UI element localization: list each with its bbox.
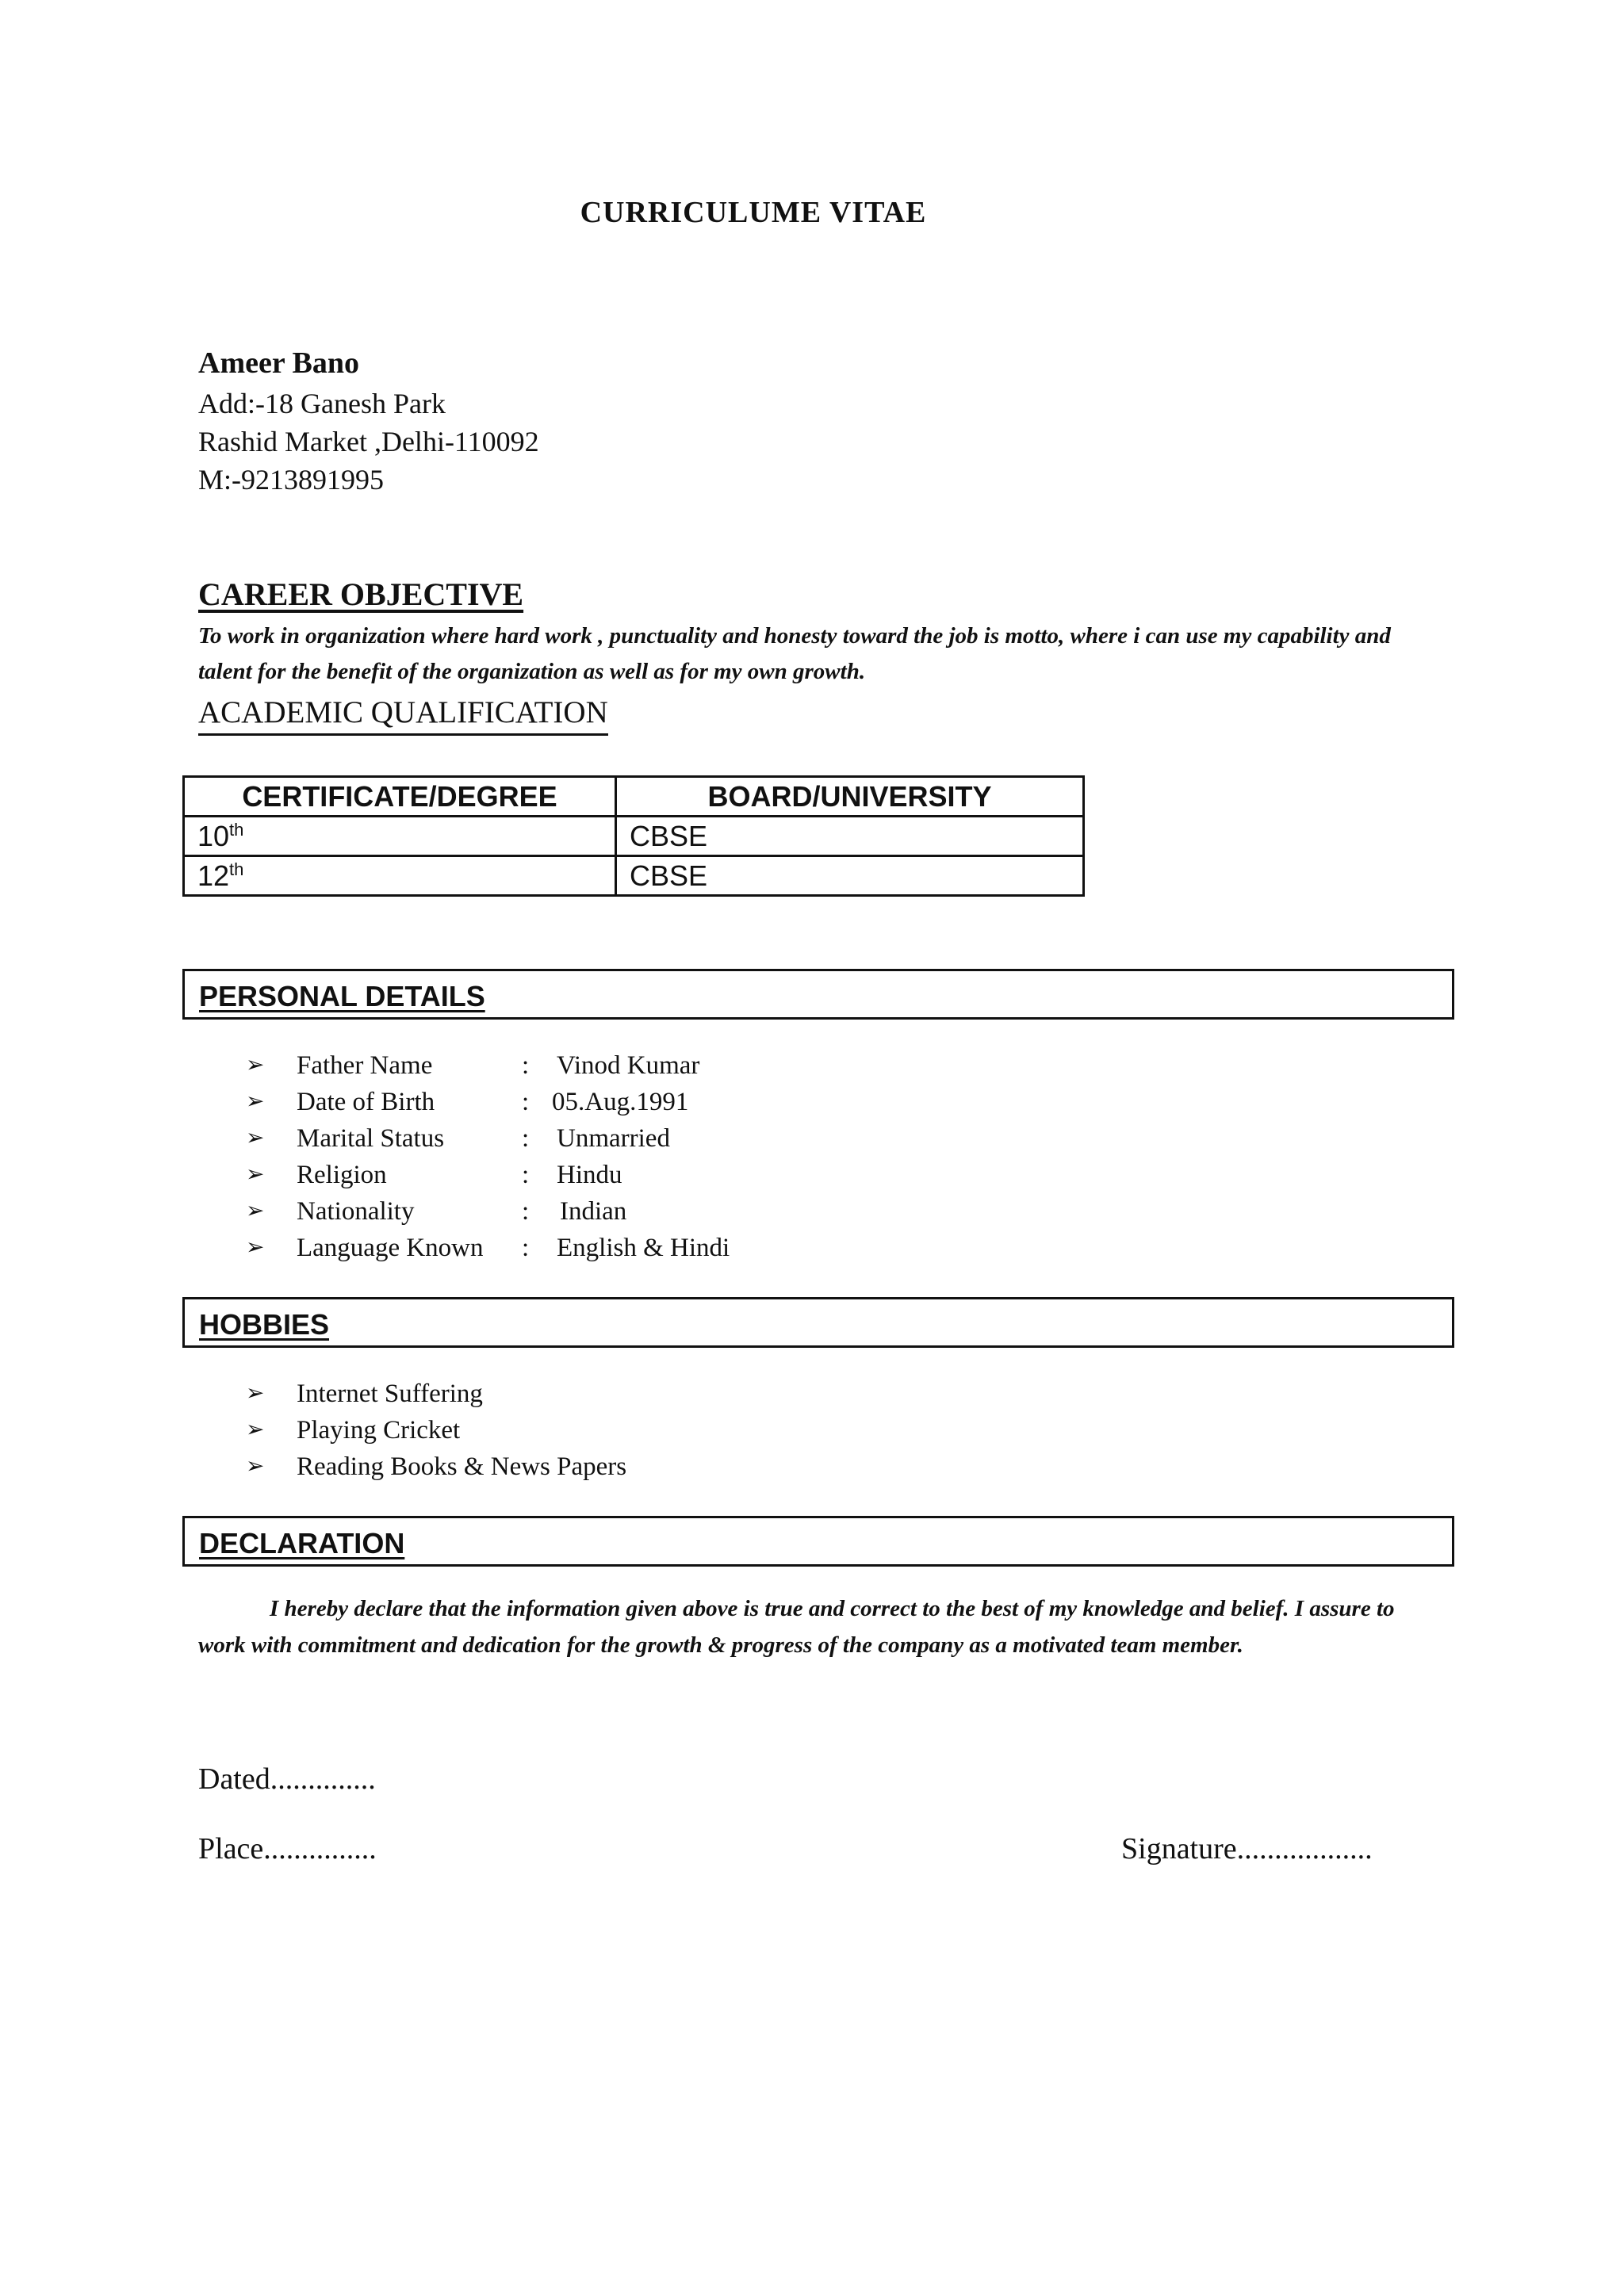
arrow-bullet-icon: ➢: [246, 1234, 265, 1260]
degree-cell: 10th: [184, 817, 616, 856]
detail-value: 05.Aug.1991: [552, 1088, 689, 1116]
career-objective-text: To work in organization where hard work , punctuality and honesty toward the job is motto, where i can use my capability and talent for the benefit of the organization as well as for my own growth.: [198, 623, 1391, 684]
table-row: [184, 856, 1084, 896]
arrow-bullet-icon: ➢: [246, 1161, 265, 1187]
personal-details-heading: PERSONAL DETAILS: [199, 980, 485, 1012]
detail-value: Indian: [560, 1197, 627, 1226]
board-cell: CBSE: [616, 856, 1084, 896]
hobbies-heading-box: [182, 1297, 1454, 1348]
detail-label: Religion: [297, 1161, 387, 1189]
separator: :: [522, 1161, 530, 1189]
arrow-bullet-icon: ➢: [246, 1197, 265, 1223]
applicant-name: Ameer Bano: [198, 346, 359, 380]
detail-label: Marital Status: [297, 1124, 445, 1153]
separator: :: [522, 1234, 530, 1262]
dated-line: Dated..............: [198, 1762, 376, 1796]
mobile-number: M:-9213891995: [198, 464, 384, 496]
address-line-2: Rashid Market ,Delhi-110092: [198, 426, 539, 457]
hobby-text: Playing Cricket: [297, 1416, 461, 1445]
academic-qualification-heading: ACADEMIC QUALIFICATION: [198, 695, 608, 736]
signature-line: Signature..................: [1121, 1832, 1373, 1866]
detail-label: Father Name: [297, 1051, 433, 1080]
table-row: [184, 817, 1084, 856]
detail-value: Vinod Kumar: [557, 1051, 700, 1080]
degree-cell: 12th: [184, 856, 616, 896]
detail-label: Date of Birth: [297, 1088, 435, 1116]
qualification-table: [182, 775, 1085, 897]
detail-value: English & Hindi: [557, 1234, 730, 1262]
separator: :: [522, 1051, 530, 1080]
table-header-row: [184, 777, 1084, 817]
separator: :: [522, 1124, 530, 1153]
arrow-bullet-icon: ➢: [246, 1416, 265, 1442]
separator: :: [522, 1088, 530, 1116]
column-header-degree: CERTIFICATE/DEGREE: [184, 777, 616, 817]
detail-value: Unmarried: [557, 1124, 670, 1153]
career-objective-heading: CAREER OBJECTIVE: [198, 576, 524, 612]
arrow-bullet-icon: ➢: [246, 1088, 265, 1114]
declaration-heading: DECLARATION: [199, 1527, 405, 1559]
declaration-heading-box: [182, 1516, 1454, 1567]
hobby-text: Internet Suffering: [297, 1380, 483, 1408]
document-title: CURRICULUME VITAE: [580, 196, 927, 229]
arrow-bullet-icon: ➢: [246, 1051, 265, 1077]
declaration-text: I hereby declare that the information given above is true and correct to the best of my knowledge and belief. I assure to work with commitment and dedication for the growth & progress of the company as a motivated team member.: [198, 1596, 1395, 1658]
place-line: Place...............: [198, 1832, 377, 1866]
separator: :: [522, 1197, 530, 1226]
detail-label: Nationality: [297, 1197, 415, 1226]
personal-details-heading-box: [182, 969, 1454, 1020]
address-line-1: Add:-18 Ganesh Park: [198, 388, 446, 419]
hobbies-heading: HOBBIES: [199, 1308, 330, 1341]
column-header-board: BOARD/UNIVERSITY: [616, 777, 1084, 817]
arrow-bullet-icon: ➢: [246, 1452, 265, 1479]
arrow-bullet-icon: ➢: [246, 1380, 265, 1406]
board-cell: CBSE: [616, 817, 1084, 856]
hobby-text: Reading Books & News Papers: [297, 1452, 627, 1481]
arrow-bullet-icon: ➢: [246, 1124, 265, 1150]
detail-value: Hindu: [557, 1161, 622, 1189]
detail-label: Language Known: [297, 1234, 484, 1262]
